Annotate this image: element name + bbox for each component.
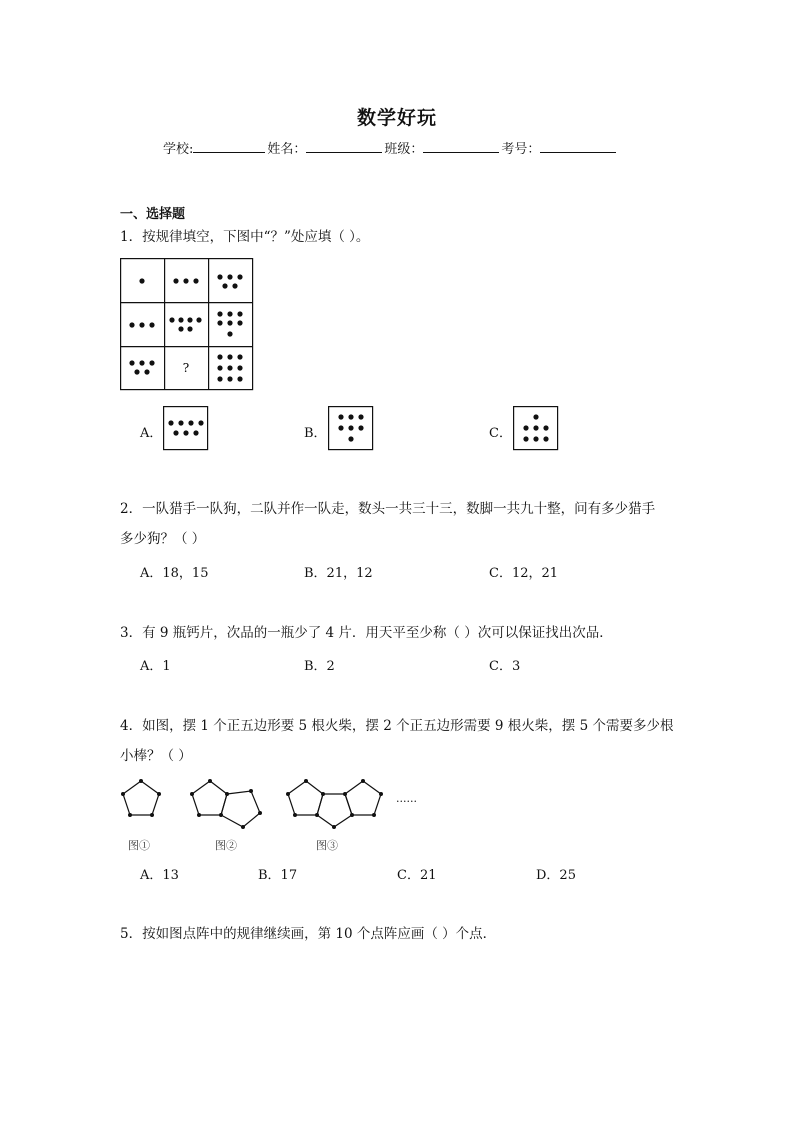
school-label: 学校: — [163, 142, 194, 157]
question-3-option-c[interactable]: C．3 — [489, 659, 521, 674]
question-3-option-a[interactable]: A．1 — [140, 659, 171, 674]
question-2-option-c[interactable]: C．12，21 — [489, 566, 559, 581]
option-a-dot-box — [163, 406, 209, 451]
school-blank[interactable] — [193, 138, 265, 153]
name-label: 姓名： — [267, 142, 307, 157]
class-blank[interactable] — [423, 138, 499, 153]
question-1-option-c[interactable]: C． — [489, 426, 512, 441]
figure-3-caption: 图③ — [316, 839, 338, 852]
student-info-line — [163, 138, 618, 157]
figure-2-caption: 图② — [215, 839, 237, 852]
section-heading: 一、选择题 — [120, 207, 186, 222]
exam-number-label: 考号： — [501, 142, 541, 157]
question-4-option-a[interactable]: A．13 — [140, 868, 179, 883]
class-label: 班级： — [384, 142, 424, 157]
page-title: 数学好玩 — [356, 107, 437, 129]
question-4-line-2: 小棒？（ ） — [120, 748, 192, 764]
question-1-option-b[interactable]: B． — [304, 426, 327, 441]
question-2-text — [120, 494, 680, 554]
question-2-line-2: 多少狗？（ ） — [120, 531, 206, 547]
question-3-text: 3．有 9 瓶钙片，次品的一瓶少了 4 片．用天平至少称（ ）次可以保证找出次品． — [120, 625, 613, 641]
question-4-option-b[interactable]: B．17 — [258, 868, 298, 883]
question-4-text — [120, 711, 680, 771]
grid-question-mark: ? — [182, 361, 190, 375]
question-1-text: 1．按规律填空，下图中“？”处应填（ ）。 — [120, 229, 370, 245]
figure-1-caption: 图① — [128, 839, 150, 852]
exam-number-blank[interactable] — [540, 138, 616, 153]
question-1-dot-grid — [120, 258, 254, 391]
question-4-line-1: 4．如图，摆 1 个正五边形要 5 根火柴，摆 2 个正五边形需要 9 根火柴，摆 5 个需要多少根 — [120, 718, 674, 734]
question-2-option-b[interactable]: B．21，12 — [304, 566, 373, 581]
question-4-option-c[interactable]: C．21 — [397, 868, 437, 883]
question-2-option-a[interactable]: A．18，15 — [140, 566, 209, 581]
question-2-line-1: 2．一队猎手一队狗，二队并作一队走，数头一共三十三，数脚一共九十整，问有多少猎手 — [120, 501, 656, 517]
name-blank[interactable] — [306, 138, 382, 153]
question-4-pentagon-figures — [115, 775, 435, 835]
question-5-text: 5．按如图点阵中的规律继续画，第 10 个点阵应画（ ）个点． — [120, 926, 497, 942]
question-4-option-d[interactable]: D．25 — [536, 868, 576, 883]
question-3-option-b[interactable]: B．2 — [304, 659, 335, 674]
question-1-option-a[interactable]: A． — [140, 426, 163, 441]
figure-ellipsis: ...... — [396, 792, 417, 805]
option-b-dot-box — [328, 406, 374, 451]
option-c-dot-box — [513, 406, 559, 451]
